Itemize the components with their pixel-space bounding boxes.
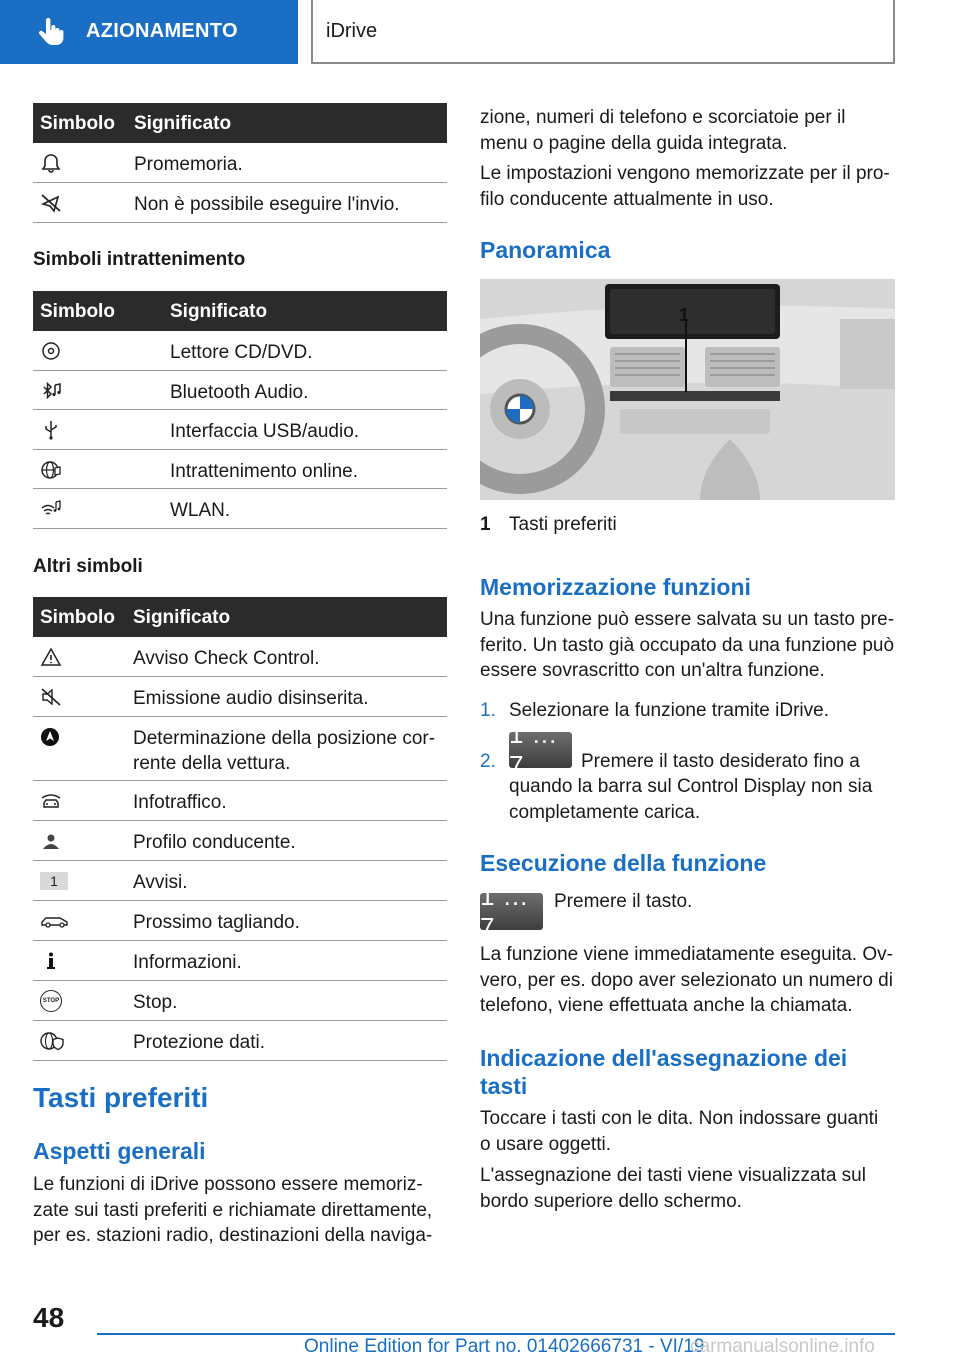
step-text: Selezionare la funzione tramite iDrive. [509,700,829,721]
meaning-text: Profilo conducente. [133,832,296,853]
page-number: 48 [33,1302,65,1333]
favorite-key-icon: 1 ... 7 [480,893,543,930]
table-row [33,677,447,717]
dashboard-photo [480,279,895,500]
meaning-text-cont: rente della vettura. [133,753,291,774]
table-row [33,410,447,450]
wlan-music-icon [40,499,62,519]
table-header [33,291,447,331]
table-row [33,781,447,821]
col-meaning: Significato [133,607,231,628]
entertainment-heading: Simboli intrattenimento [33,249,246,270]
traffic-info-icon [40,791,62,811]
meaning-text: Bluetooth Audio. [170,381,309,403]
meaning-text: Infotraffico. [133,792,227,813]
step-number: 2. [480,751,496,772]
subsection-heading: Aspetti generali [33,1138,206,1164]
step-text: Premere il tasto desiderato fino a [581,751,860,772]
table-row [33,717,447,781]
table-row [33,371,447,411]
entertainment-table [33,291,447,529]
meaning-text: Avvisi. [133,872,188,893]
table-header [33,103,447,143]
section-heading: Tasti preferiti [33,1082,209,1113]
paragraph: Le impostazioni vengono memorizzate per il pro- filo conducente attualmente in uso. [480,163,890,210]
col-symbol: Simbolo [40,607,115,628]
stop-icon: STOP [40,990,62,1012]
assignment-heading: Indicazione dell'assegnazione dei tasti [480,1045,848,1099]
step-text: quando la barra sul Control Display non sia completamente carica. [509,776,873,823]
meaning-text: Informazioni. [133,952,242,973]
online-entertainment-icon [40,460,62,480]
paragraph: Premere il tasto. [554,891,693,912]
table-row [33,489,447,529]
overview-heading: Panoramica [480,237,611,263]
speaker-muted-icon [40,687,62,707]
figure-callout: 1 [679,305,690,325]
table-row [33,450,447,490]
cd-dvd-icon [40,341,62,361]
table-row [33,1021,447,1061]
table-header [33,597,447,637]
hand-pointer-icon [38,18,64,46]
step-number: 1. [480,700,496,721]
paragraph: zione, numeri di telefono e scorciatoie per il menu o pagine della guida integrata. [480,107,846,154]
usb-icon [40,420,62,440]
meaning-text: Avviso Check Control. [133,648,320,669]
bell-icon [40,153,62,173]
location-arrow-icon [40,727,62,747]
meaning-text: Determinazione della posizione cor- [133,728,436,749]
watermark: carmanualsonline.info [690,1336,875,1357]
table-row [33,183,447,223]
other-symbols-table [33,597,447,1061]
execute-heading: Esecuzione della funzione [480,850,767,876]
edition-info: Online Edition for Part no. 01402666731 - VI/19 [304,1336,705,1357]
table-row [33,861,447,901]
table-row [33,331,447,371]
meaning-text: Stop. [133,992,178,1013]
meaning-text: Lettore CD/DVD. [170,342,313,363]
paragraph: Le funzioni di iDrive possono essere memoriz- zate sui tasti preferiti e richiamate direttamente, per es. stazioni radio, destinazioni della naviga- [33,1174,433,1246]
notification-badge-icon: 1 [40,872,68,890]
col-meaning: Significato [134,113,232,134]
meaning-text: Non è possibile eseguire l'invio. [134,194,400,215]
chapter-box [311,0,895,64]
driver-profile-icon [40,831,62,851]
paragraph: La funzione viene immediatamente eseguita. Ov- vero, per es. dopo aver selezionato un numero di telefono, viene effettuata anche la chiamata. [480,944,893,1016]
table-row [33,143,447,183]
col-meaning: Significato [170,301,268,322]
warning-triangle-icon [40,647,62,667]
legend-text: Tasti preferiti [509,514,617,535]
paragraph: L'assegnazione dei tasti viene visualizzata sul bordo superiore dello schermo. [480,1165,866,1212]
table-row [33,821,447,861]
chapter-title: iDrive [326,20,378,42]
table-row [33,981,447,1021]
meaning-text: Intrattenimento online. [170,460,359,482]
meaning-text: Interfaccia USB/audio. [170,421,360,442]
meaning-text: Protezione dati. [133,1032,266,1053]
table-row [33,941,447,981]
data-protection-icon [40,1031,66,1051]
meaning-text: Emissione audio disinserita. [133,688,369,709]
table-row [33,901,447,941]
section-title: AZIONAMENTO [86,20,238,42]
symbols-table-continued [33,103,447,223]
footer-rule [97,1333,895,1335]
section-tab [0,0,298,64]
favorite-key-icon: 1 ... 7 [509,732,572,768]
legend-number: 1 [480,514,491,535]
meaning-text: WLAN. [170,500,231,521]
send-blocked-icon [40,193,62,213]
info-icon [40,951,62,971]
paragraph: Toccare i tasti con le dita. Non indossare guanti o usare oggetti. [480,1108,879,1155]
col-symbol: Simbolo [40,113,115,134]
paragraph: Una funzione può essere salvata su un tasto pre- ferito. Un tasto già occupato da una funzione può essere sovrascritto con un'altra funzione. [480,609,895,681]
car-service-icon [40,911,70,931]
bluetooth-audio-icon [40,381,62,401]
meaning-text: Prossimo tagliando. [133,912,300,933]
memorize-heading: Memorizzazione funzioni [480,574,751,600]
other-heading: Altri simboli [33,556,143,577]
col-symbol: Simbolo [40,301,115,322]
table-row [33,637,447,677]
meaning-text: Promemoria. [134,154,243,175]
